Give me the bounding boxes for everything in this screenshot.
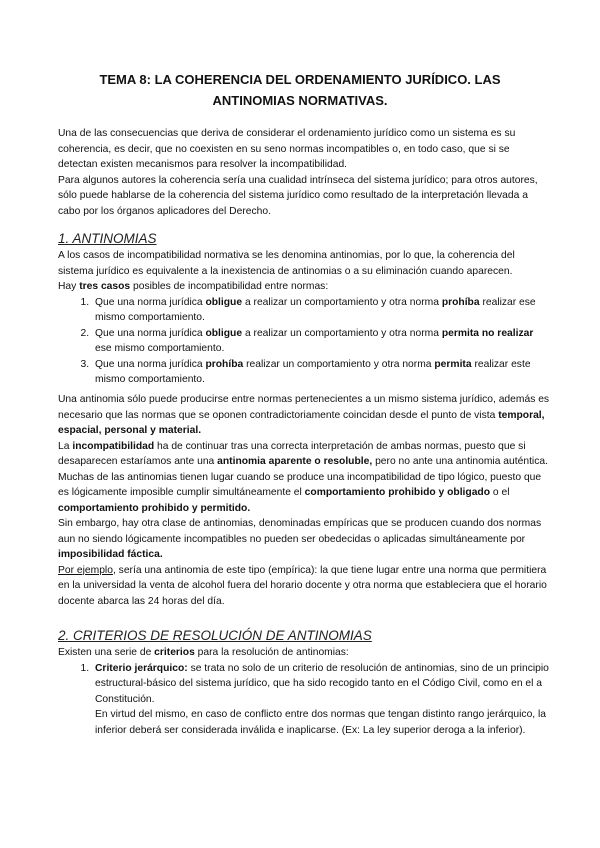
section-2-heading: 2. CRITERIOS DE RESOLUCIÓN DE ANTINOMIAS — [58, 628, 372, 643]
list-item: 1. Que una norma jurídica obligue a realizar un comportamiento y otra norma prohíba realizar ese mismo comportamiento. — [92, 295, 550, 326]
criterio-jerarquico-detail: En virtud del mismo, en caso de conflicto entre dos normas que tengan distinto rango jerárquico, la inferior deberá ser considerada inválida e inaplicarse. (Ex: La ley superior deroga a la inferior). — [95, 709, 547, 736]
section-2-body — [58, 645, 550, 738]
list-item: 3. Que una norma jurídica prohíba realizar un comportamiento y otra norma permita realizar este mismo comportamiento. — [92, 357, 550, 388]
intro-block — [58, 126, 550, 219]
paragraph-ejemplo: Por ejemplo, sería una antinomia de este tipo (empírica): la que tiene lugar entre una norma que permitiera en la universidad la venta de alcohol fuera del horario docente y otra norma que estableciera que el horario docente abarca las 24 horas del día. — [58, 564, 547, 607]
criterios-intro: Existen una serie de criterios para la resolución de antinomias: — [58, 647, 349, 658]
section-1-body-continued — [58, 392, 550, 609]
antinomias-definition: A los casos de incompatibilidad normativa se les denomina antinomias, por lo que, la coherencia del sistema jurídico es equivalente a la inexistencia de antinomias o a su eliminación cuando aparecen. — [58, 250, 515, 277]
paragraph-mismo-sistema: Una antinomia sólo puede producirse entre normas pertenecientes a un mismo sistema jurídico, además es necesario que las normas que se oponen contradictoriamente coincidan desde el punto de vista temporal, espacial, personal y material. — [58, 394, 550, 436]
intro-paragraph-2: Para algunos autores la coherencia sería una cualidad intrínseca del sistema jurídico; para otros autores, sólo puede hablarse de la coherencia del sistema jurídico como resultado de la interpretación llevada a cabo por los órganos aplicadores del Derecho. — [58, 174, 538, 217]
paragraph-empiricas: Sin embargo, hay otra clase de antinomias, denominadas empíricas que se producen cuando dos normas aun no siendo lógicamente incompatibles no pueden ser obedecidas o aplicadas simultáneamente por imposibilidad fáctica. — [58, 518, 542, 560]
paragraph-logico: Muchas de las antinomias tienen lugar cuando se produce una incompatibilidad de tipo lógico, puesto que es lógicamente imposible cumplir simultáneamente el comportamiento prohibido y obligado o el comportamiento prohibido y permitido. — [58, 471, 542, 514]
cases-list — [58, 295, 550, 388]
criterios-list — [58, 661, 550, 739]
document-title — [60, 69, 540, 111]
cases-intro: Hay tres casos posibles de incompatibilidad entre normas: — [58, 281, 329, 292]
section-1-body — [58, 248, 550, 388]
title-line-2: ANTINOMIAS NORMATIVAS. — [212, 93, 388, 108]
list-item: 2. Que una norma jurídica obligue a realizar un comportamiento y otra norma permita no realizar ese mismo comportamiento. — [92, 326, 550, 357]
list-item: 1. Criterio jerárquico: se trata no solo de un criterio de resolución de antinomias, sino de un principio estructural-básico del sistema jurídico, que ha sido recogido tanto en el Código Civil, como en el a Constitución. En virtud del mismo, en caso de conflicto entre dos normas que tengan distinto rango jerárquico, la inferior deberá ser considerada inválida e inaplicarse. (Ex: La ley superior deroga a la inferior). — [92, 661, 550, 739]
section-1-heading: 1. ANTINOMIAS — [58, 231, 157, 246]
title-line-1: TEMA 8: LA COHERENCIA DEL ORDENAMIENTO JURÍDICO. LAS — [99, 72, 501, 87]
intro-paragraph-1: Una de las consecuencias que deriva de considerar el ordenamiento jurídico como un sistema es su coherencia, es decir, que no coexisten en su seno normas incompatibles o, en todo caso, que si se detectan existen mecanismos para resolver la incompatibilidad. — [58, 128, 516, 170]
paragraph-incompatibilidad: La incompatibilidad ha de continuar tras una correcta interpretación de ambas normas, puesto que si desaparecen estaríamos ante una antinomia aparente o resoluble, pero no ante una antinomia auténtica. — [58, 440, 548, 467]
